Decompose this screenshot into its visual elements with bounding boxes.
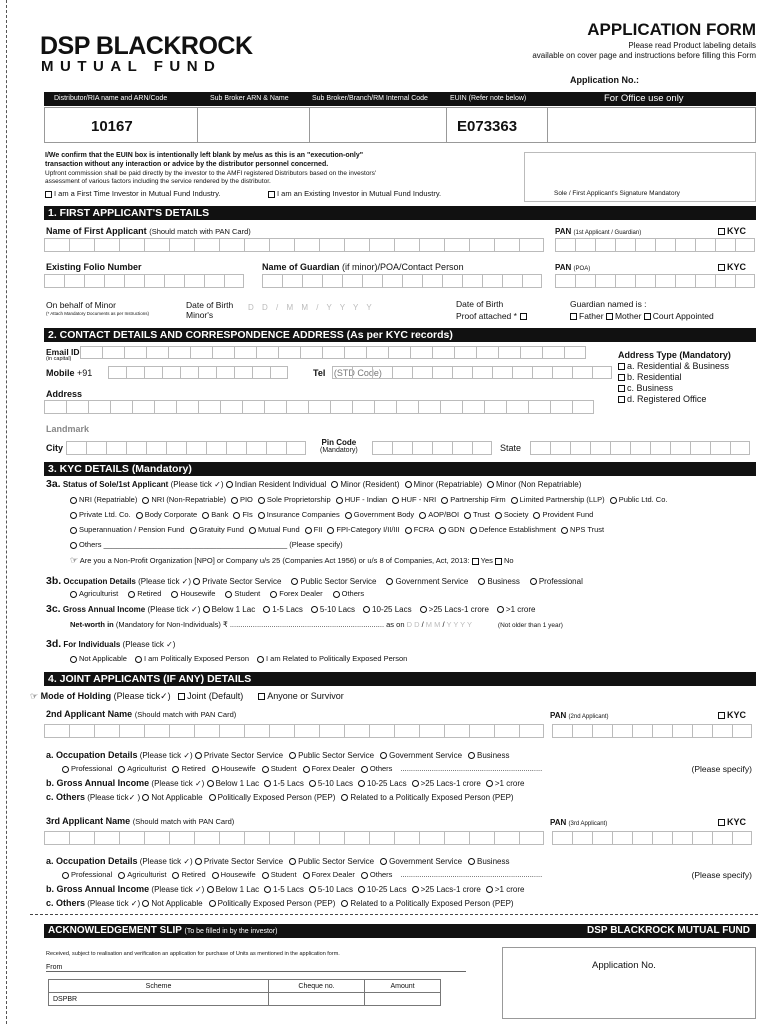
radio-option[interactable]: Student bbox=[262, 764, 297, 773]
radio-option[interactable]: Partnership Firm bbox=[441, 495, 505, 504]
radio-option[interactable]: Government Service bbox=[380, 751, 462, 760]
radio-option[interactable]: Indian Resident Individual bbox=[226, 480, 327, 489]
joint3-occupation[interactable]: a. Occupation Details (Please tick ✓) Private Sector Service Public Sector Service Government Service Business bbox=[46, 856, 510, 866]
radio-option[interactable]: Defence Establishment bbox=[470, 525, 556, 534]
logo-text-bottom: MUTUAL FUND bbox=[41, 58, 222, 75]
kyc-2nd[interactable]: KYC bbox=[718, 710, 746, 720]
pan2-label: PAN (2nd Applicant) bbox=[550, 711, 609, 720]
radio-option[interactable]: Not Applicable bbox=[142, 793, 202, 802]
section-3-title: 3. KYC DETAILS (Mandatory) bbox=[44, 462, 756, 476]
joint3-income[interactable]: b. Gross Annual Income (Please tick ✓) Below 1 Lac 1-5 Lacs 5-10 Lacs 10-25 Lacs >25 Lacs-1 crore >1 crore bbox=[46, 884, 525, 894]
radio-option[interactable]: Mutual Fund bbox=[249, 525, 300, 534]
radio-option[interactable]: Agriculturist bbox=[70, 589, 118, 598]
ack-from[interactable]: From bbox=[46, 964, 466, 972]
radio-option[interactable]: >1 crore bbox=[497, 605, 536, 614]
radio-option[interactable]: >25 Lacs-1 crore bbox=[412, 779, 481, 788]
address-type[interactable]: Address Type (Mandatory) a. Residential & Business b. Residential c. Business d. Registered Office bbox=[618, 350, 731, 404]
kyc-poa[interactable]: KYC bbox=[718, 262, 746, 272]
radio-option[interactable]: Public Sector Service bbox=[289, 857, 374, 866]
radio-option[interactable]: FCRA bbox=[405, 525, 434, 534]
radio-option[interactable]: Public Sector Service bbox=[291, 577, 376, 586]
ack-table bbox=[48, 979, 441, 1006]
pincode-boxes[interactable] bbox=[372, 441, 492, 455]
proof-attached[interactable]: Proof attached * bbox=[456, 311, 529, 321]
radio-option[interactable]: >1 crore bbox=[486, 885, 525, 894]
pan-poa-boxes[interactable] bbox=[555, 274, 755, 288]
radio-option[interactable]: 10-25 Lacs bbox=[358, 885, 407, 894]
radio-option[interactable]: 1-5 Lacs bbox=[264, 779, 304, 788]
radio-option[interactable]: NRI (Non-Repatriable) bbox=[142, 495, 226, 504]
address-label: Address bbox=[46, 389, 83, 399]
distributor-values bbox=[44, 107, 756, 143]
radio-option[interactable]: Sole Proprietorship bbox=[258, 495, 331, 504]
radio-option[interactable]: Private Sector Service bbox=[195, 751, 283, 760]
second-applicant-label: 2nd Applicant Name (Should match with PAN Card) bbox=[46, 709, 237, 719]
pan-first-boxes[interactable] bbox=[555, 238, 755, 252]
kyc-3d[interactable]: 3d. For Individuals (Please tick ✓) bbox=[46, 638, 176, 650]
city-boxes[interactable] bbox=[66, 441, 306, 455]
occupation-row2[interactable] bbox=[70, 589, 374, 598]
logo-text-top: DSP BLACKROCK bbox=[40, 32, 253, 60]
form-note-line1: Please read Product labeling details bbox=[628, 41, 756, 50]
radio-option[interactable]: Below 1 Lac bbox=[207, 885, 260, 894]
radio-option[interactable]: Housewife bbox=[212, 870, 256, 879]
radio-option[interactable]: GDN bbox=[439, 525, 465, 534]
radio-option[interactable]: Professional bbox=[62, 870, 112, 879]
form-note bbox=[396, 41, 756, 61]
radio-option[interactable]: Insurance Companies bbox=[258, 510, 340, 519]
landmark-label: Landmark bbox=[46, 424, 90, 434]
ack-cheque-value[interactable] bbox=[269, 993, 365, 1006]
radio-option[interactable]: Government Body bbox=[345, 510, 414, 519]
radio-option[interactable]: >25 Lacs-1 crore bbox=[420, 605, 489, 614]
joint2-income[interactable]: b. Gross Annual Income (Please tick ✓) Below 1 Lac 1-5 Lacs 5-10 Lacs 10-25 Lacs >25 Lacs-1 crore >1 crore bbox=[46, 778, 525, 788]
mobile-boxes[interactable] bbox=[108, 366, 288, 379]
radio-option[interactable]: Superannuation / Pension Fund bbox=[70, 525, 185, 534]
radio-option[interactable]: Public Sector Service bbox=[289, 751, 374, 760]
ack-application-no: Application No. bbox=[592, 960, 656, 971]
euin-declaration: I/We confirm that the EUIN box is intentionally left blank by me/us as this is an "execution-only" transaction without any interaction or advice by the distributor personnel concerned. bbox=[45, 152, 364, 168]
pep-options[interactable] bbox=[70, 654, 415, 663]
radio-option[interactable]: Housewife bbox=[212, 764, 256, 773]
radio-option[interactable]: Minor (Resident) bbox=[331, 480, 399, 489]
col-subbroker-code: Sub Broker/Branch/RM Internal Code bbox=[312, 95, 428, 102]
email-boxes[interactable] bbox=[80, 346, 586, 359]
radio-option[interactable]: I am Related to Politically Exposed Person bbox=[257, 654, 407, 663]
form-note-line2: available on cover page and instructions before filling this Form bbox=[532, 51, 756, 60]
first-time-investor-option[interactable]: I am a First Time Investor in Mutual Fund Industry. bbox=[45, 189, 221, 198]
checkbox[interactable] bbox=[45, 191, 52, 198]
radio-option[interactable]: Related to a Politically Exposed Person (PEP) bbox=[341, 793, 513, 802]
ack-title-bar: ACKNOWLEDGEMENT SLIP (To be filled in by the investor) DSP BLACKROCK MUTUAL FUND bbox=[44, 924, 756, 938]
radio-option[interactable]: 5-10 Lacs bbox=[311, 605, 355, 614]
status-row2[interactable] bbox=[70, 495, 672, 504]
radio-option[interactable]: PIO bbox=[231, 495, 253, 504]
radio-option[interactable]: Government Service bbox=[386, 577, 468, 586]
radio-option[interactable]: Public Ltd. Co. bbox=[610, 495, 668, 504]
radio-option[interactable]: 5-10 Lacs bbox=[309, 779, 353, 788]
kyc-3a[interactable]: 3a. Status of Sole/1st Applicant (Please tick ✓) Indian Resident Individual Minor (Resident) Minor (Repatriable) Minor (Non Repatriable) bbox=[46, 478, 586, 490]
radio-option[interactable]: Bank bbox=[202, 510, 228, 519]
radio-option[interactable]: Body Corporate bbox=[136, 510, 198, 519]
npo-question[interactable]: ☞ Are you a Non-Profit Organization [NPO] or Company u/s 25 (Companies Act 1956) or u/s 8 of Companies, Act, 2013: Yes No bbox=[70, 555, 514, 565]
ack-scheme-header: Scheme bbox=[49, 980, 269, 993]
radio-option[interactable]: Others bbox=[333, 589, 365, 598]
joint3-others[interactable]: c. Others (Please tick ✓) Not Applicable Politically Exposed Person (PEP) Related to a Politically Exposed Person (PEP) bbox=[46, 898, 514, 908]
radio-option[interactable]: HUF - NRI bbox=[392, 495, 436, 504]
col-distributor: Distributor/RIA name and ARN/Code bbox=[54, 95, 168, 102]
guardian-relation[interactable]: Father Mother Court Appointed bbox=[570, 311, 714, 321]
city-label: City bbox=[46, 443, 64, 453]
pan3-boxes[interactable] bbox=[552, 831, 752, 845]
radio-option[interactable]: Business bbox=[468, 857, 509, 866]
guardian-label: Name of Guardian (if minor)/POA/Contact Person bbox=[262, 262, 464, 272]
kyc-first[interactable]: KYC bbox=[718, 226, 746, 236]
radio-option[interactable]: Private Sector Service bbox=[193, 577, 281, 586]
radio-option[interactable]: Housewife bbox=[171, 589, 215, 598]
radio-option[interactable]: Minor (Non Repatriable) bbox=[487, 480, 581, 489]
ack-application-box[interactable] bbox=[502, 947, 756, 1019]
radio-option[interactable]: FIs bbox=[233, 510, 252, 519]
mode-of-holding[interactable]: ☞ Mode of Holding (Please tick✓) Joint (Default) Anyone or Survivor bbox=[30, 691, 344, 701]
cut-line bbox=[6, 0, 7, 1024]
state-boxes[interactable] bbox=[530, 441, 750, 455]
pan-first-label: PAN (1st Applicant / Guardian) bbox=[555, 227, 642, 236]
first-applicant-label: Name of First Applicant (Should match with PAN Card) bbox=[46, 226, 251, 236]
kyc-3b[interactable]: 3b. Occupation Details (Please tick ✓) Private Sector Service Public Sector Service Government Service Business Professional bbox=[46, 575, 583, 587]
pincode-label: Pin Code (Mandatory) bbox=[320, 438, 358, 454]
minor-label: On behalf of Minor bbox=[46, 300, 116, 310]
joint3-occupation-row2[interactable]: Professional Agriculturist Retired Housewife Student Forex Dealer Others .................................................................... (Please specify) bbox=[62, 870, 752, 879]
ack-amount-value[interactable] bbox=[365, 993, 441, 1006]
ack-cheque-header: Cheque no. bbox=[269, 980, 365, 993]
email-hint: (in capital) bbox=[46, 356, 72, 362]
tel-boxes[interactable] bbox=[332, 366, 612, 379]
radio-option[interactable]: >1 crore bbox=[486, 779, 525, 788]
folio-label: Existing Folio Number bbox=[46, 262, 142, 272]
radio-option[interactable]: Forex Dealer bbox=[270, 589, 322, 598]
guardian-boxes[interactable] bbox=[262, 274, 542, 288]
guardian-named: Guardian named is : bbox=[570, 299, 647, 309]
dob-proof-label: Date of Birth bbox=[456, 299, 504, 309]
ack-received: Received, subject to realisation and verification an application for purchase of Units as mentioned in the application form. bbox=[46, 951, 340, 957]
radio-option[interactable]: Retired bbox=[172, 870, 205, 879]
radio-option[interactable]: AOP/BOI bbox=[419, 510, 459, 519]
tel-label: Tel (STD Code) bbox=[313, 368, 382, 378]
col-office: For Office use only bbox=[604, 93, 684, 104]
pan3-label: PAN (3rd Applicant) bbox=[550, 818, 608, 827]
third-applicant-label: 3rd Applicant Name (Should match with PAN Card) bbox=[46, 816, 235, 826]
radio-option[interactable]: Retired bbox=[172, 764, 205, 773]
col-euin: EUIN (Refer note below) bbox=[450, 95, 527, 102]
radio-option[interactable]: Student bbox=[262, 870, 297, 879]
address-boxes[interactable] bbox=[44, 400, 594, 414]
status-row1[interactable] bbox=[226, 480, 587, 489]
folio-boxes[interactable] bbox=[44, 274, 244, 288]
radio-option[interactable]: Politically Exposed Person (PEP) bbox=[209, 899, 336, 908]
state-label: State bbox=[500, 443, 522, 453]
radio-option[interactable]: Trust bbox=[464, 510, 490, 519]
radio-option[interactable]: Society bbox=[495, 510, 529, 519]
radio-option[interactable]: 10-25 Lacs bbox=[358, 779, 407, 788]
radio-option[interactable]: Government Service bbox=[380, 857, 462, 866]
existing-investor-option[interactable]: I am an Existing Investor in Mutual Fund Industry. bbox=[268, 189, 441, 198]
tear-line bbox=[30, 914, 758, 915]
application-no-label: Application No.: bbox=[570, 75, 639, 85]
signature-label: Sole / First Applicant's Signature Mandatory bbox=[554, 190, 680, 197]
email-label: Email ID bbox=[46, 347, 80, 357]
arn-code-field[interactable]: 10167 bbox=[91, 118, 133, 135]
radio-option[interactable]: Business bbox=[478, 577, 519, 586]
networth[interactable]: Net-worth in (Mandatory for Non-Individuals) ₹ .......................................................................... as on D D / M M / Y Y Y Y (Not older than 1 year) bbox=[70, 620, 563, 629]
joint2-occupation-row2[interactable]: Professional Agriculturist Retired Housewife Student Forex Dealer Others .................................................................... (Please specify) bbox=[62, 764, 752, 773]
radio-option[interactable]: Private Sector Service bbox=[195, 857, 283, 866]
ack-amount-header: Amount bbox=[365, 980, 441, 993]
radio-option[interactable]: Student bbox=[225, 589, 260, 598]
second-applicant-boxes[interactable] bbox=[44, 724, 544, 738]
radio-option[interactable]: FPI-Category I/II/III bbox=[327, 525, 399, 534]
radio-option[interactable]: Forex Dealer bbox=[303, 764, 355, 773]
section-2-title: 2. CONTACT DETAILS AND CORRESPONDENCE ADDRESS (As per KYC records) bbox=[44, 328, 756, 342]
radio-option[interactable]: Business bbox=[468, 751, 509, 760]
commission-note: Upfront commission shall be paid directly by the investor to the AMFI registered Distributors based on the investors' assessment of various factors including the service rendered by the distributor. bbox=[45, 170, 377, 185]
radio-option[interactable]: Minor (Repatriable) bbox=[405, 480, 482, 489]
status-row4[interactable] bbox=[70, 525, 609, 534]
ack-scheme-value[interactable]: DSPBR bbox=[49, 993, 269, 1006]
section-4-title: 4. JOINT APPLICANTS (IF ANY) DETAILS bbox=[44, 672, 756, 686]
dob-boxes[interactable]: D D / M M / Y Y Y Y bbox=[248, 303, 375, 312]
pan-poa-label: PAN (POA) bbox=[555, 263, 591, 272]
radio-option[interactable]: Retired bbox=[128, 589, 161, 598]
mobile-label: Mobile +91 bbox=[46, 368, 93, 378]
radio-option[interactable]: Not Applicable bbox=[142, 899, 202, 908]
section-1-title: 1. FIRST APPLICANT'S DETAILS bbox=[44, 206, 756, 220]
radio-option[interactable]: Not Applicable bbox=[70, 654, 127, 663]
radio-option[interactable]: Below 1 Lac bbox=[203, 605, 256, 614]
form-title: APPLICATION FORM bbox=[587, 20, 756, 39]
joint2-others[interactable]: c. Others (Please tick✓ ) Not Applicable Politically Exposed Person (PEP) Related to a Politically Exposed Person (PEP) bbox=[46, 792, 514, 802]
radio-option[interactable]: Others bbox=[361, 870, 393, 879]
radio-option[interactable]: Gratuity Fund bbox=[190, 525, 244, 534]
radio-option[interactable]: Related to a Politically Exposed Person (PEP) bbox=[341, 899, 513, 908]
radio-option[interactable]: 1-5 Lacs bbox=[264, 885, 304, 894]
kyc-3rd[interactable]: KYC bbox=[718, 817, 746, 827]
radio-option[interactable]: Professional bbox=[62, 764, 112, 773]
pan2-boxes[interactable] bbox=[552, 724, 752, 738]
radio-option[interactable]: >25 Lacs-1 crore bbox=[412, 885, 481, 894]
radio-option[interactable]: Forex Dealer bbox=[303, 870, 355, 879]
status-others[interactable]: Others ____________________________________________ (Please specify) bbox=[70, 540, 343, 549]
radio-option[interactable]: 10-25 Lacs bbox=[363, 605, 412, 614]
checkbox[interactable] bbox=[268, 191, 275, 198]
radio-option[interactable]: NPS Trust bbox=[561, 525, 604, 534]
radio-option[interactable]: Limited Partnership (LLP) bbox=[511, 495, 605, 504]
radio-option[interactable]: NRI (Repatriable) bbox=[70, 495, 137, 504]
radio-option[interactable]: FII bbox=[305, 525, 323, 534]
radio-option[interactable]: Others bbox=[361, 764, 393, 773]
radio-option[interactable]: Politically Exposed Person (PEP) bbox=[209, 793, 336, 802]
radio-option[interactable]: Provident Fund bbox=[533, 510, 593, 519]
radio-option[interactable]: I am Politically Exposed Person bbox=[135, 654, 249, 663]
kyc-3c[interactable]: 3c. Gross Annual Income (Please tick ✓) Below 1 Lac 1-5 Lacs 5-10 Lacs 10-25 Lacs >25 Lacs-1 crore >1 crore bbox=[46, 603, 536, 615]
minor-hint: (* Attach Mandatory Documents as per Instructions) bbox=[46, 311, 150, 316]
radio-option[interactable]: 1-5 Lacs bbox=[263, 605, 303, 614]
radio-option[interactable]: Agriculturist bbox=[118, 870, 166, 879]
dob-minor: Minor's bbox=[186, 310, 214, 320]
radio-option[interactable]: HUF - Indian bbox=[336, 495, 388, 504]
radio-option[interactable]: Agriculturist bbox=[118, 764, 166, 773]
radio-option[interactable]: Private Ltd. Co. bbox=[70, 510, 131, 519]
col-subbroker: Sub Broker ARN & Name bbox=[210, 95, 289, 102]
distributor-header bbox=[44, 92, 756, 106]
radio-option[interactable]: 5-10 Lacs bbox=[309, 885, 353, 894]
radio-option[interactable]: Professional bbox=[530, 577, 583, 586]
joint2-occupation[interactable]: a. Occupation Details (Please tick ✓) Private Sector Service Public Sector Service Government Service Business bbox=[46, 750, 510, 760]
first-applicant-name-boxes[interactable] bbox=[44, 238, 544, 252]
status-row3[interactable] bbox=[70, 510, 598, 519]
dob-label: Date of Birth bbox=[186, 300, 234, 310]
euin-field[interactable]: E073363 bbox=[457, 118, 518, 135]
radio-option[interactable]: Below 1 Lac bbox=[207, 779, 260, 788]
third-applicant-boxes[interactable] bbox=[44, 831, 544, 845]
